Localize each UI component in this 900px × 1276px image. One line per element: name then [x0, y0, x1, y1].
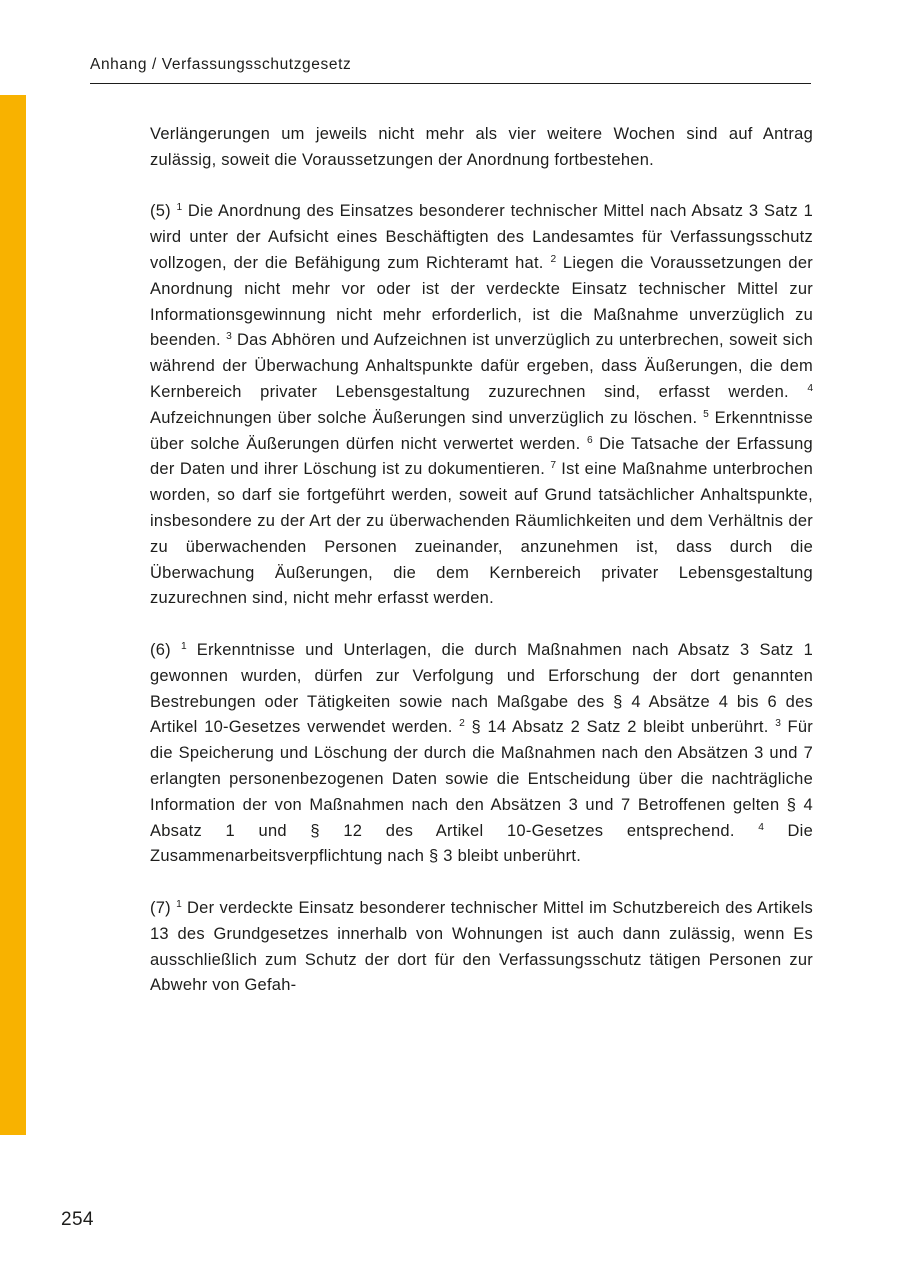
running-header: Anhang / Verfassungsschutzgesetz — [90, 56, 352, 73]
sentence-number: 4 — [807, 382, 813, 394]
sentence-number: 7 — [550, 460, 556, 472]
sentence-number: 5 — [703, 408, 709, 420]
page-number: 254 — [61, 1209, 94, 1230]
paragraph: (5) $^1$ Die Anordnung des Einsatzes besonderer technischer Mittel nach Absatz 3 Satz 1 wird unter der Aufsicht eines Beschäftigten des Landesamtes für Verfassungsschutz vollzogen, der die Befähigung zum Richteramt hat. $^2$ Liegen die Voraussetzungen der Anordnung nicht mehr vor oder ist der verdeckte Einsatz technischer Mittel zur Informationsgewinnung nicht mehr erforderlich, ist die Maßnahme unverzüglich zu beenden. $^3$ Das Abhören und Aufzeichnen ist unverzüglich zu unterbrechen, soweit sich während der Überwachung Anhaltspunkte dafür ergeben, dass Äußerungen, die dem Kernbereich privater Lebensgestaltung zuzurechnen sind, erfasst werden. $^4$ Aufzeichnungen über solche Äußerungen sind unverzüglich zu löschen. $^5$ Erkenntnisse über solche Äußerungen dürfen nicht verwertet werden. $^6$ Die Tatsache der Erfassung der Daten und ihrer Löschung ist zu dokumentieren. $^7$ Ist eine Maßnahme unterbrochen worden, so darf sie fortgeführt werden, soweit auf Grund tatsächlicher Anhaltspunkte, insbesondere zu der Art der zu überwachenden Räumlichkeiten und dem Verhältnis der zu überwachenden Personen zueinander, anzunehmen ist, dass durch die Überwachung Äußerungen, die dem Kernbereich privater Lebensgestaltung zuzurechnen sind, nicht mehr erfasst werden. — [150, 202, 814, 608]
sentence-number: 4 — [758, 821, 764, 833]
sentence-number: 6 — [586, 434, 593, 446]
paragraph: (6) $^1$ Erkenntnisse und Unterlagen, die durch Maßnahmen nach Absatz 3 Satz 1 gewonnen wurden, dürfen zur Verfolgung und Erforschung der dort genannten Bestrebungen oder Tätigkeiten sowie nach Maßgabe des § 4 Absätze 4 bis 6 des Artikel 10-Gesetzes verwendet werden. $^2$ § 14 Absatz 2 Satz 2 bleibt unberührt. $^3$ Für die Speicherung und Löschung der durch die Maßnahmen nach den Absätzen 3 und 7 erlangten personenbezogenen Daten sowie die Entscheidung über die nachträgliche Information der von Maßnahmen nach den Absätzen 3 und 7 Betroffenen gelten § 4 Absatz 1 und § 12 des Artikel 10-Gesetzes entsprechend. $^4$ Die Zusammenarbeitsverpflichtung nach § 3 bleibt unberührt. — [150, 640, 814, 866]
accent-bar — [0, 95, 26, 1135]
paragraph: Verlängerungen um jeweils nicht mehr als vier weitere Wochen sind auf Antrag zulässig, soweit die Voraussetzungen der Anordnung fortbestehen. — [150, 125, 813, 169]
sentence-number: 3 — [775, 718, 781, 730]
header-rule — [90, 83, 811, 84]
text-block — [150, 122, 813, 999]
sentence-number: 1 — [180, 640, 187, 652]
sentence-number: 3 — [226, 331, 232, 343]
sentence-number: 2 — [550, 253, 557, 265]
paragraph: (7) $^1$ Der verdeckte Einsatz besonderer technischer Mittel im Schutzbereich des Artikels 13 des Grundgesetzes innerhalb von Wohnungen ist auch dann zulässig, wenn Es ausschließlich zum Schutz der dort für den Verfassungsschutz tätigen Personen zur Abwehr von Gefah- — [150, 898, 813, 995]
sentence-number: 1 — [176, 898, 182, 910]
sentence-number: 1 — [176, 202, 183, 214]
page-header — [90, 56, 811, 84]
sentence-number: 2 — [459, 718, 465, 730]
